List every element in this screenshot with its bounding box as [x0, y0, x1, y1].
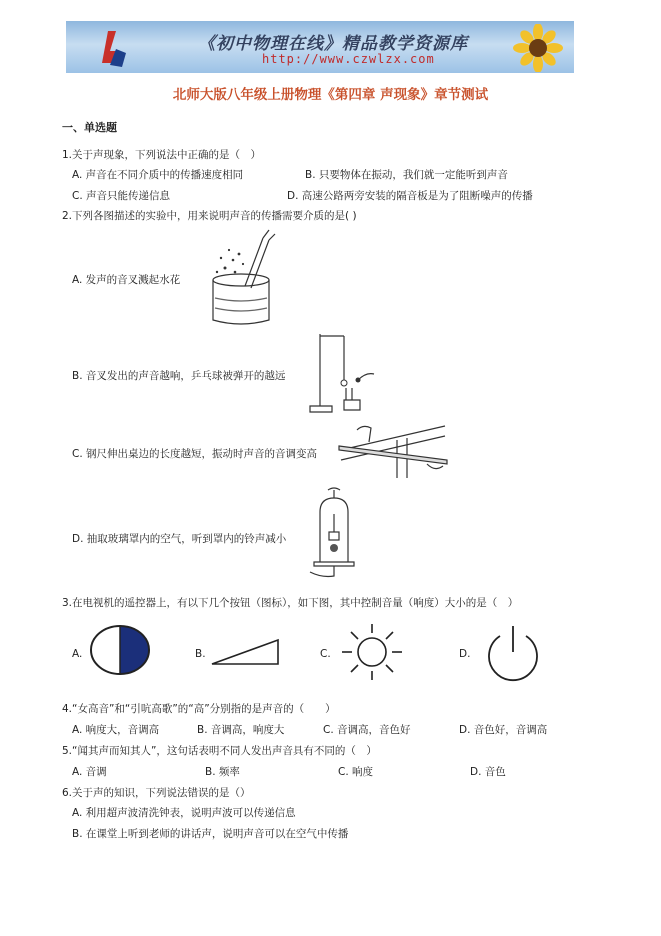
power-icon — [480, 622, 546, 684]
question-6-option-b[interactable]: B. 在课堂上听到老师的讲话声，说明声音可以在空气中传播 — [72, 828, 349, 840]
question-4-option-b[interactable]: B. 音调高，响度大 — [197, 724, 285, 736]
question-4-stem: 4.“女高音”和“引吭高歌”的“高”分别指的是声音的（ ） — [62, 703, 336, 715]
question-3-option-a[interactable]: A. — [72, 648, 83, 660]
question-2-option-c[interactable]: C. 钢尺伸出桌边的长度越短，振动时声音的音调变高 — [72, 448, 318, 460]
question-3-option-b[interactable]: B. — [195, 648, 206, 660]
question-1-option-d[interactable]: D. 高速公路两旁安装的隔音板是为了阻断噪声的传播 — [287, 190, 533, 202]
half-filled-circle-icon — [88, 624, 152, 676]
question-2-stem: 2.下列各图描述的实验中，用来说明声音的传播需要介质的是( ) — [62, 210, 357, 222]
brightness-sun-icon — [336, 622, 408, 682]
question-1-option-b[interactable]: B. 只要物体在振动，我们就一定能听到声音 — [305, 169, 508, 181]
section-heading: 一、单选题 — [62, 121, 117, 134]
question-5-option-d[interactable]: D. 音色 — [470, 766, 506, 778]
document-title: 北师大版八年级上册物理《第四章 声现象》章节测试 — [172, 87, 489, 103]
volume-wedge-icon — [210, 636, 282, 668]
question-2-option-a[interactable]: A. 发声的音叉溅起水花 — [72, 274, 181, 286]
question-2-option-d[interactable]: D. 抽取玻璃罩内的空气，听到罩内的铃声减小 — [72, 533, 287, 545]
ping-pong-tuning-fork-figure — [300, 328, 380, 414]
question-1-option-a[interactable]: A. 声音在不同介质中的传播速度相同 — [72, 169, 244, 181]
question-1-stem: 1.关于声现象，下列说法中正确的是（ ） — [62, 149, 262, 161]
question-4-option-c[interactable]: C. 音调高，音色好 — [323, 724, 411, 736]
question-3-option-c[interactable]: C. — [320, 648, 331, 660]
bell-jar-vacuum-figure — [302, 486, 364, 582]
sunflower-icon — [504, 24, 564, 72]
question-5-option-c[interactable]: C. 响度 — [338, 766, 374, 778]
header-banner — [66, 21, 574, 73]
question-4-option-d[interactable]: D. 音色好，音调高 — [459, 724, 548, 736]
ruler-table-figure — [337, 420, 449, 480]
question-4-option-a[interactable]: A. 响度大，音调高 — [72, 724, 160, 736]
question-3-option-d[interactable]: D. — [459, 648, 471, 660]
question-5-option-a[interactable]: A. 音调 — [72, 766, 107, 778]
question-3-stem: 3.在电视机的遥控器上，有以下几个按钮（图标），如下图，其中控制音量（响度）大小的是（ ） — [62, 597, 519, 609]
question-6-option-a[interactable]: A. 利用超声波清洗钟表，说明声波可以传递信息 — [72, 807, 296, 819]
banner-title: 《初中物理在线》精品教学资源库 — [198, 34, 468, 54]
question-1-option-c[interactable]: C. 声音只能传递信息 — [72, 190, 171, 202]
banner-url[interactable]: http://www.czwlzx.com — [262, 52, 435, 66]
tuning-fork-water-figure — [205, 228, 280, 328]
site-logo-icon — [96, 29, 128, 69]
question-5-stem: 5.“闻其声而知其人”，这句话表明不同人发出声音具有不同的（ ） — [62, 745, 377, 757]
question-2-option-b[interactable]: B. 音叉发出的声音越响，乒乓球被弹开的越远 — [72, 370, 286, 382]
question-5-option-b[interactable]: B. 频率 — [205, 766, 240, 778]
question-6-stem: 6.关于声的知识，下列说法错误的是（） — [62, 787, 251, 799]
